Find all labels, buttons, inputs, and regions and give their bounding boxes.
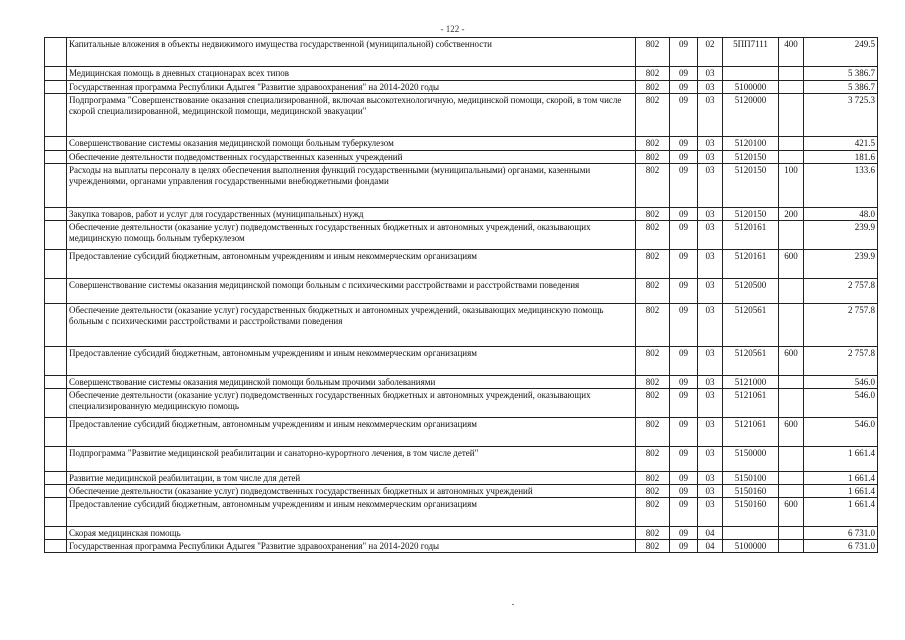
row-target-code xyxy=(723,527,779,540)
row-leading-cell xyxy=(45,250,67,279)
row-target-code: 5120161 xyxy=(723,221,779,250)
row-expense-type xyxy=(779,81,804,94)
row-amount: 2 757.8 xyxy=(804,279,878,304)
table-row xyxy=(45,376,878,389)
row-expense-type xyxy=(779,94,804,137)
row-subsection: 03 xyxy=(698,208,723,221)
row-leading-cell xyxy=(45,164,67,208)
row-name: Государственная программа Республики Адыгея "Развитие здравоохранения" на 2014-2020 годы xyxy=(67,540,636,553)
row-expense-type xyxy=(779,279,804,304)
table-row xyxy=(45,540,878,553)
table-row xyxy=(45,221,878,250)
row-target-code: 5100000 xyxy=(723,540,779,553)
row-name: Обеспечение деятельности (оказание услуг) подведомственных государственных бюджетных и автономных учреждений, оказывающих медицинскую помощь больным туберкулезом xyxy=(67,221,636,250)
row-section: 09 xyxy=(670,540,698,553)
row-expense-type xyxy=(779,447,804,472)
page-number: - 122 - xyxy=(440,24,465,34)
row-expense-type xyxy=(779,137,804,151)
row-name: Обеспечение деятельности подведомственных государственных казенных учреждений xyxy=(67,151,636,164)
row-amount: 2 757.8 xyxy=(804,347,878,376)
row-subsection: 03 xyxy=(698,151,723,164)
row-section: 09 xyxy=(670,527,698,540)
table-row xyxy=(45,472,878,485)
row-subsection: 02 xyxy=(698,38,723,67)
table-row xyxy=(45,418,878,447)
row-subsection: 03 xyxy=(698,376,723,389)
row-name: Обеспечение деятельности (оказание услуг) государственных бюджетных и автономных учреждений, оказывающих медицинскую помощь больным с психическими расстройствами и расстройствами поведения xyxy=(67,304,636,347)
row-admin-code: 802 xyxy=(636,221,670,250)
row-name: Обеспечение деятельности (оказание услуг) подведомственных государственных бюджетных и автономных учреждений xyxy=(67,485,636,498)
row-amount: 6 731.0 xyxy=(804,527,878,540)
row-amount: 546.0 xyxy=(804,389,878,418)
row-target-code: 5121061 xyxy=(723,418,779,447)
row-admin-code: 802 xyxy=(636,94,670,137)
row-name: Обеспечение деятельности (оказание услуг) подведомственных государственных бюджетных и автономных учреждений, оказывающих специализированную медицинскую помощь xyxy=(67,389,636,418)
table-row xyxy=(45,94,878,137)
row-target-code: 5121061 xyxy=(723,389,779,418)
row-leading-cell xyxy=(45,485,67,498)
row-amount: 239.9 xyxy=(804,250,878,279)
row-amount: 421.5 xyxy=(804,137,878,151)
row-amount: 181.6 xyxy=(804,151,878,164)
row-leading-cell xyxy=(45,38,67,67)
row-leading-cell xyxy=(45,447,67,472)
row-name: Совершенствование системы оказания медицинской помощи больным прочими заболеваниями xyxy=(67,376,636,389)
row-subsection: 03 xyxy=(698,304,723,347)
budget-table-body xyxy=(45,38,878,553)
row-admin-code: 802 xyxy=(636,447,670,472)
row-subsection: 04 xyxy=(698,527,723,540)
row-name: Подпрограмма "Совершенствование оказания специализированной, включая высокотехнологичную, медицинской помощи, скорой, в том числе скорой специализированной, медицинской помощи, медицинской эвакуации" xyxy=(67,94,636,137)
row-target-code: 5120561 xyxy=(723,304,779,347)
table-row xyxy=(45,137,878,151)
row-leading-cell xyxy=(45,279,67,304)
row-subsection: 03 xyxy=(698,279,723,304)
row-subsection: 03 xyxy=(698,485,723,498)
row-section: 09 xyxy=(670,304,698,347)
row-expense-type: 600 xyxy=(779,418,804,447)
row-section: 09 xyxy=(670,279,698,304)
row-target-code: 5150100 xyxy=(723,472,779,485)
row-amount: 546.0 xyxy=(804,376,878,389)
row-amount: 1 661.4 xyxy=(804,485,878,498)
scan-speck xyxy=(512,604,514,605)
row-section: 09 xyxy=(670,221,698,250)
row-subsection: 03 xyxy=(698,498,723,527)
row-name: Предоставление субсидий бюджетным, автономным учреждениям и иным некоммерческим организациям xyxy=(67,250,636,279)
table-row xyxy=(45,151,878,164)
row-leading-cell xyxy=(45,389,67,418)
row-admin-code: 802 xyxy=(636,376,670,389)
row-target-code: 5120000 xyxy=(723,94,779,137)
row-amount: 1 661.4 xyxy=(804,498,878,527)
row-admin-code: 802 xyxy=(636,208,670,221)
table-row xyxy=(45,498,878,527)
row-name: Закупка товаров, работ и услуг для государственных (муниципальных) нужд xyxy=(67,208,636,221)
row-expense-type xyxy=(779,151,804,164)
row-name: Капитальные вложения в объекты недвижимого имущества государственной (муниципальной) собственности xyxy=(67,38,636,67)
row-leading-cell xyxy=(45,418,67,447)
budget-table xyxy=(44,37,878,553)
row-section: 09 xyxy=(670,164,698,208)
row-amount: 5 386.7 xyxy=(804,81,878,94)
row-leading-cell xyxy=(45,137,67,151)
row-name: Подпрограмма "Развитие медицинской реабилитации и санаторно-курортного лечения, в том числе детей" xyxy=(67,447,636,472)
row-admin-code: 802 xyxy=(636,81,670,94)
row-target-code: 5120150 xyxy=(723,164,779,208)
row-expense-type xyxy=(779,485,804,498)
row-admin-code: 802 xyxy=(636,38,670,67)
row-name: Расходы на выплаты персоналу в целях обеспечения выполнения функций государственными (муниципальными) органами, казенными учреждениями, органами управления государственными внебюджетными фондами xyxy=(67,164,636,208)
row-section: 09 xyxy=(670,151,698,164)
row-name: Государственная программа Республики Адыгея "Развитие здравоохранения" на 2014-2020 годы xyxy=(67,81,636,94)
table-row xyxy=(45,304,878,347)
row-target-code: 5150000 xyxy=(723,447,779,472)
row-name: Предоставление субсидий бюджетным, автономным учреждениям и иным некоммерческим организациям xyxy=(67,418,636,447)
table-row xyxy=(45,250,878,279)
row-expense-type: 400 xyxy=(779,38,804,67)
row-admin-code: 802 xyxy=(636,418,670,447)
table-row xyxy=(45,67,878,81)
row-admin-code: 802 xyxy=(636,527,670,540)
row-section: 09 xyxy=(670,376,698,389)
row-admin-code: 802 xyxy=(636,540,670,553)
row-admin-code: 802 xyxy=(636,485,670,498)
row-amount: 249.5 xyxy=(804,38,878,67)
row-target-code: 5150160 xyxy=(723,498,779,527)
row-amount: 239.9 xyxy=(804,221,878,250)
row-leading-cell xyxy=(45,221,67,250)
row-amount: 1 661.4 xyxy=(804,447,878,472)
row-amount: 2 757.8 xyxy=(804,304,878,347)
row-section: 09 xyxy=(670,250,698,279)
row-subsection: 03 xyxy=(698,67,723,81)
row-expense-type xyxy=(779,540,804,553)
row-name: Медицинская помощь в дневных стационарах всех типов xyxy=(67,67,636,81)
row-expense-type: 100 xyxy=(779,164,804,208)
row-target-code: 5120500 xyxy=(723,279,779,304)
row-leading-cell xyxy=(45,540,67,553)
row-subsection: 03 xyxy=(698,472,723,485)
table-row xyxy=(45,208,878,221)
row-admin-code: 802 xyxy=(636,498,670,527)
row-admin-code: 802 xyxy=(636,137,670,151)
row-admin-code: 802 xyxy=(636,250,670,279)
row-target-code: 5120150 xyxy=(723,208,779,221)
row-admin-code: 802 xyxy=(636,67,670,81)
table-row xyxy=(45,485,878,498)
row-section: 09 xyxy=(670,498,698,527)
row-leading-cell xyxy=(45,304,67,347)
row-leading-cell xyxy=(45,94,67,137)
table-row xyxy=(45,38,878,67)
row-leading-cell xyxy=(45,527,67,540)
table-row xyxy=(45,447,878,472)
row-expense-type xyxy=(779,304,804,347)
row-leading-cell xyxy=(45,376,67,389)
row-expense-type: 600 xyxy=(779,250,804,279)
row-target-code: 5120161 xyxy=(723,250,779,279)
row-expense-type xyxy=(779,67,804,81)
row-leading-cell xyxy=(45,81,67,94)
row-subsection: 03 xyxy=(698,447,723,472)
row-leading-cell xyxy=(45,347,67,376)
row-expense-type xyxy=(779,221,804,250)
row-section: 09 xyxy=(670,485,698,498)
row-amount: 3 725.3 xyxy=(804,94,878,137)
row-subsection: 03 xyxy=(698,164,723,208)
row-subsection: 03 xyxy=(698,137,723,151)
row-expense-type xyxy=(779,527,804,540)
row-subsection: 03 xyxy=(698,250,723,279)
table-row xyxy=(45,347,878,376)
row-admin-code: 802 xyxy=(636,279,670,304)
row-target-code: 5120100 xyxy=(723,137,779,151)
row-amount: 133.6 xyxy=(804,164,878,208)
row-section: 09 xyxy=(670,137,698,151)
row-subsection: 03 xyxy=(698,347,723,376)
row-target-code: 5ПП7111 xyxy=(723,38,779,67)
table-row xyxy=(45,527,878,540)
row-expense-type: 600 xyxy=(779,498,804,527)
table-row xyxy=(45,389,878,418)
row-expense-type: 200 xyxy=(779,208,804,221)
row-target-code: 5120561 xyxy=(723,347,779,376)
row-section: 09 xyxy=(670,472,698,485)
row-target-code: 5150160 xyxy=(723,485,779,498)
row-amount: 48.0 xyxy=(804,208,878,221)
row-target-code: 5100000 xyxy=(723,81,779,94)
row-admin-code: 802 xyxy=(636,389,670,418)
row-admin-code: 802 xyxy=(636,472,670,485)
row-name: Предоставление субсидий бюджетным, автономным учреждениям и иным некоммерческим организациям xyxy=(67,347,636,376)
row-subsection: 03 xyxy=(698,81,723,94)
row-section: 09 xyxy=(670,208,698,221)
row-expense-type xyxy=(779,472,804,485)
row-expense-type: 600 xyxy=(779,347,804,376)
row-expense-type xyxy=(779,376,804,389)
row-subsection: 03 xyxy=(698,389,723,418)
row-subsection: 03 xyxy=(698,418,723,447)
table-row xyxy=(45,164,878,208)
row-admin-code: 802 xyxy=(636,151,670,164)
row-section: 09 xyxy=(670,38,698,67)
row-subsection: 03 xyxy=(698,221,723,250)
row-amount: 6 731.0 xyxy=(804,540,878,553)
row-leading-cell xyxy=(45,472,67,485)
row-target-code: 5121000 xyxy=(723,376,779,389)
row-name: Предоставление субсидий бюджетным, автономным учреждениям и иным некоммерческим организациям xyxy=(67,498,636,527)
row-admin-code: 802 xyxy=(636,164,670,208)
table-row xyxy=(45,81,878,94)
row-section: 09 xyxy=(670,81,698,94)
row-section: 09 xyxy=(670,67,698,81)
row-admin-code: 802 xyxy=(636,347,670,376)
row-amount: 1 661.4 xyxy=(804,472,878,485)
row-name: Совершенствование системы оказания медицинской помощи больным туберкулезом xyxy=(67,137,636,151)
row-name: Скорая медицинская помощь xyxy=(67,527,636,540)
row-subsection: 03 xyxy=(698,94,723,137)
row-leading-cell xyxy=(45,151,67,164)
row-section: 09 xyxy=(670,447,698,472)
row-subsection: 04 xyxy=(698,540,723,553)
row-name: Развитие медицинской реабилитации, в том числе для детей xyxy=(67,472,636,485)
row-amount: 5 386.7 xyxy=(804,67,878,81)
row-leading-cell xyxy=(45,498,67,527)
row-leading-cell xyxy=(45,67,67,81)
row-section: 09 xyxy=(670,94,698,137)
row-expense-type xyxy=(779,389,804,418)
row-section: 09 xyxy=(670,418,698,447)
row-leading-cell xyxy=(45,208,67,221)
row-name: Совершенствование системы оказания медицинской помощи больным с психическими расстройствами и расстройствами поведения xyxy=(67,279,636,304)
row-section: 09 xyxy=(670,347,698,376)
row-admin-code: 802 xyxy=(636,304,670,347)
row-amount: 546.0 xyxy=(804,418,878,447)
row-section: 09 xyxy=(670,389,698,418)
row-target-code: 5120150 xyxy=(723,151,779,164)
row-target-code xyxy=(723,67,779,81)
table-row xyxy=(45,279,878,304)
